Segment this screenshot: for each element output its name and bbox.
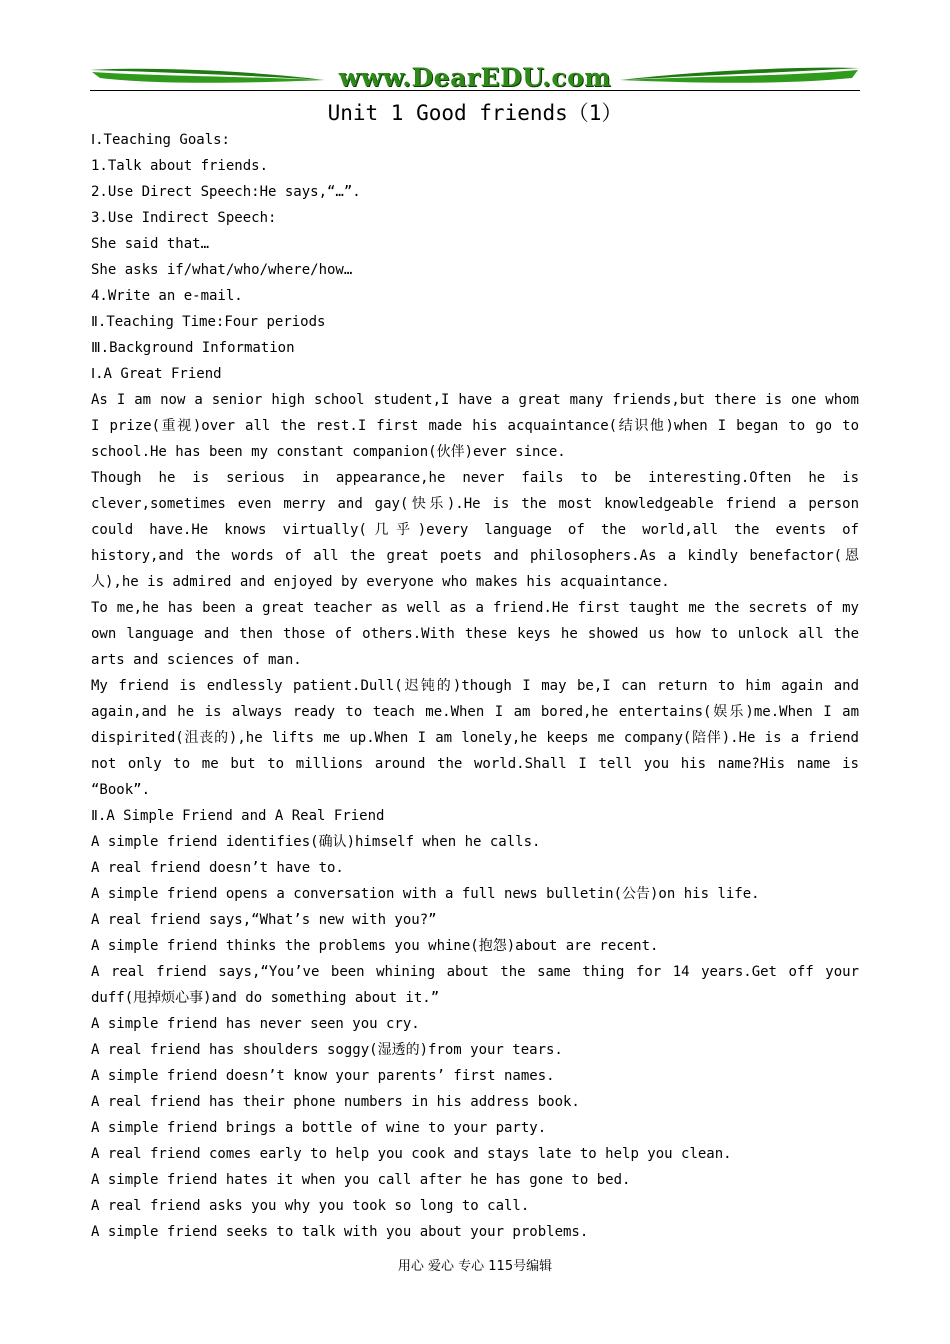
text-line: school.He has been my constant companion(伙伴)ever since. — [91, 444, 566, 460]
text-line: 3.Use Indirect Speech: — [91, 210, 277, 226]
text-line: A real friend has shoulders soggy(湿透的)from your tears. — [91, 1042, 563, 1058]
text-line: A real friend says,“You’ve been whining about the same thing for 14 years.Get off your — [91, 964, 859, 980]
document-body — [91, 127, 859, 1245]
text-line: A simple friend brings a bottle of wine to your party. — [91, 1120, 547, 1136]
text-line: own language and then those of others.With these keys he showed us how to unlock all the — [91, 626, 859, 642]
text-line: arts and sciences of man. — [91, 652, 302, 668]
text-line: 1.Talk about friends. — [91, 158, 269, 174]
text-line: Though he is serious in appearance,he never fails to be interesting.Often he is — [91, 470, 859, 486]
text-line: A real friend comes early to help you cook and stays late to help you clean. — [91, 1146, 732, 1162]
text-line: duff(甩掉烦心事)and do something about it.” — [91, 990, 440, 1006]
text-line: Ⅱ.A Simple Friend and A Real Friend — [91, 808, 385, 824]
text-line: I prize(重视)over all the rest.I first made his acquaintance(结识他)when I began to go to — [91, 418, 859, 434]
text-line: again,and he is always ready to teach me.When I am bored,he entertains(娱乐)me.When I am — [91, 704, 859, 720]
text-line: A simple friend has never seen you cry. — [91, 1016, 420, 1032]
text-line: A real friend doesn’t have to. — [91, 860, 344, 876]
text-line: A simple friend doesn’t know your parents’ first names. — [91, 1068, 555, 1084]
text-line: To me,he has been a great teacher as well as a friend.He first taught me the secrets of my — [91, 600, 859, 616]
text-line: Ⅰ.Teaching Goals: — [91, 132, 230, 148]
banner-site-name[interactable]: www.DearEDU.com — [338, 63, 612, 92]
text-line: A real friend says,“What’s new with you?” — [91, 912, 437, 928]
text-line: 人),he is admired and enjoyed by everyone who makes his acquaintance. — [91, 574, 670, 590]
text-line: Ⅱ.Teaching Time:Four periods — [91, 314, 326, 330]
text-line: A simple friend hates it when you call after he has gone to bed. — [91, 1172, 631, 1188]
text-line: dispirited(沮丧的),he lifts me up.When I am lonely,he keeps me company(陪伴).He is a friend — [91, 730, 859, 746]
text-line: A simple friend thinks the problems you whine(抱怨)about are recent. — [91, 938, 659, 954]
text-line: She asks if/what/who/where/how… — [91, 262, 353, 278]
text-line: A real friend asks you why you took so long to call. — [91, 1198, 530, 1214]
text-line: Ⅰ.A Great Friend — [91, 366, 222, 382]
text-line: A simple friend seeks to talk with you about your problems. — [91, 1224, 589, 1240]
text-line: history,and the words of all the great poets and philosophers.As a kindly benefactor(恩 — [91, 548, 859, 564]
page-footer: 用心 爱心 专心 115号编辑 — [397, 1259, 553, 1274]
text-line: 4.Write an e-mail. — [91, 288, 243, 304]
text-line: As I am now a senior high school student,I have a great many friends,but there is one whom — [91, 392, 859, 408]
document-title: Unit 1 Good friends（1） — [327, 101, 623, 125]
text-line: A real friend has their phone numbers in his address book. — [91, 1094, 580, 1110]
text-line: Ⅲ.Background Information — [91, 340, 295, 356]
text-line: She said that… — [91, 236, 210, 252]
text-line: A simple friend opens a conversation with a full news bulletin(公告)on his life. — [91, 886, 760, 902]
text-line: 2.Use Direct Speech:He says,“…”. — [91, 184, 361, 200]
text-line: A simple friend identifies(确认)himself when he calls. — [91, 834, 541, 850]
text-line: clever,sometimes even merry and gay(快乐).He is the most knowledgeable friend a person — [91, 496, 859, 512]
text-line: not only to me but to millions around the world.Shall I tell you his name?His name is — [91, 756, 859, 772]
text-line: My friend is endlessly patient.Dull(迟钝的)though I may be,I can return to him again and — [91, 678, 859, 694]
text-line: “Book”. — [91, 782, 151, 798]
text-line: could have.He knows virtually(几乎)every language of the world,all the events of — [91, 522, 859, 538]
header-divider — [90, 90, 860, 91]
